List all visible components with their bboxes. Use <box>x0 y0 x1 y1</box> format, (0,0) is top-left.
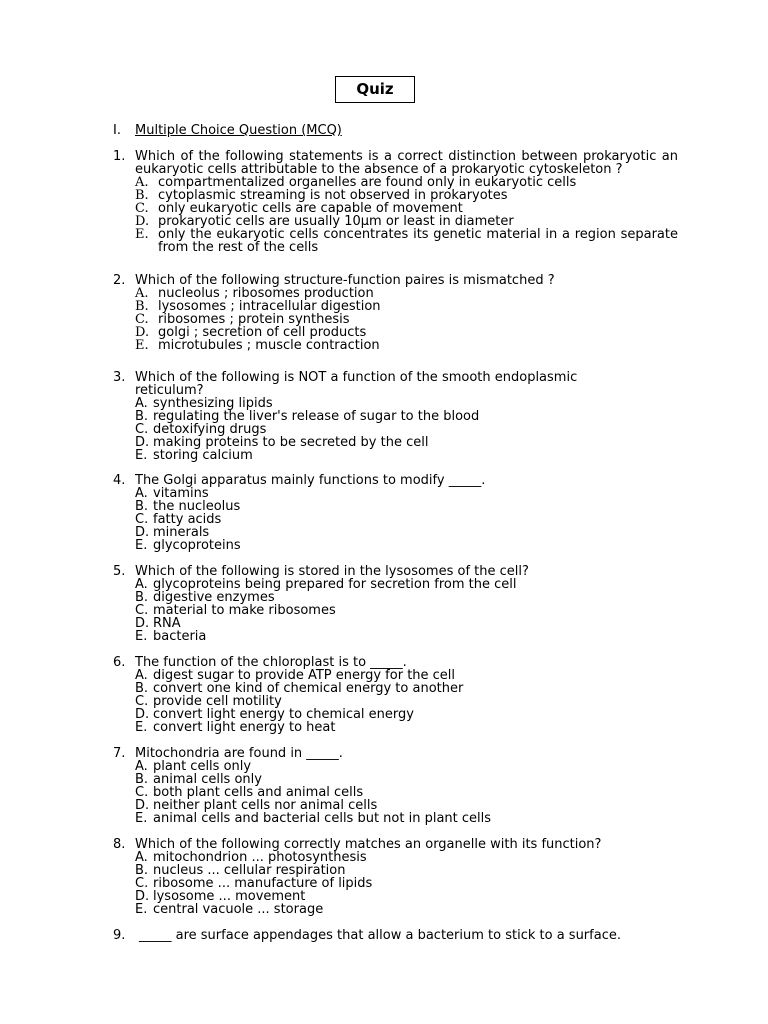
option-letter: B. <box>135 409 149 424</box>
option-letter: D. <box>135 325 150 340</box>
answer-options <box>135 287 678 352</box>
option-letter: E. <box>135 227 149 242</box>
option-letter: C. <box>135 603 149 618</box>
option-text: nucleus ... cellular respiration <box>153 863 346 878</box>
option-letter: A. <box>135 396 148 411</box>
question-number: 4. <box>113 473 126 488</box>
option-letter: E. <box>135 448 148 463</box>
quiz-title: Quiz <box>335 76 415 103</box>
question-number: 3. <box>113 370 126 385</box>
section-title: Multiple Choice Question (MCQ) <box>135 123 342 138</box>
option-text: microtubules ; muscle contraction <box>158 338 380 353</box>
option-text: ribosomes ; protein synthesis <box>158 312 350 327</box>
option-text: fatty acids <box>153 512 222 527</box>
option-letter: B. <box>135 299 149 314</box>
option-text: regulating the liver's release of sugar to the blood <box>153 409 480 424</box>
option-text: only eukaryotic cells are capable of movement <box>158 201 463 216</box>
option-letter: C. <box>135 201 149 216</box>
option-text: only the eukaryotic cells concentrates its genetic material in a region separate from the rest of the cells <box>158 227 678 255</box>
question-text: The Golgi apparatus mainly functions to modify _____. <box>135 473 486 488</box>
question-6 <box>113 656 678 734</box>
option-letter: A. <box>135 486 148 501</box>
question-text: Which of the following is stored in the lysosomes of the cell? <box>135 564 529 579</box>
question-text: Which of the following structure-function paires is mismatched ? <box>135 273 555 288</box>
option-text: central vacuole ... storage <box>153 902 324 917</box>
option-text: material to make ribosomes <box>153 603 336 618</box>
option-text: lysosomes ; intracellular digestion <box>158 299 381 314</box>
option-text: the nucleolus <box>153 499 241 514</box>
option-letter: B. <box>135 188 149 203</box>
option-text: ribosome ... manufacture of lipids <box>153 876 373 891</box>
question-number: 5. <box>113 564 126 579</box>
option-text: convert light energy to chemical energy <box>153 707 414 722</box>
option-letter: D. <box>135 214 150 229</box>
option-letter: B. <box>135 499 149 514</box>
option-letter: A. <box>135 577 148 592</box>
option-text: prokaryotic cells are usually 10μm or least in diameter <box>158 214 514 229</box>
option-text: mitochondrion ... photosynthesis <box>153 850 367 865</box>
question-9 <box>113 929 678 942</box>
answer-options <box>135 851 678 916</box>
question-1 <box>113 150 678 254</box>
answer-option-e[interactable] <box>135 721 678 734</box>
option-text: RNA <box>153 616 181 631</box>
option-text: both plant cells and animal cells <box>153 785 364 800</box>
question-4 <box>113 474 678 552</box>
option-letter: A. <box>135 668 148 683</box>
option-text: glycoproteins being prepared for secretion from the cell <box>153 577 517 592</box>
option-text: vitamins <box>153 486 209 501</box>
option-text: compartmentalized organelles are found only in eukaryotic cells <box>158 175 577 190</box>
section-heading <box>113 124 342 137</box>
answer-options <box>135 669 678 734</box>
question-number: 9. <box>113 928 126 943</box>
section-number: I. <box>113 123 121 138</box>
option-letter: E. <box>135 538 148 553</box>
question-number: 1. <box>113 149 126 164</box>
option-letter: D. <box>135 525 150 540</box>
question-text: Which of the following correctly matches an organelle with its function? <box>135 837 602 852</box>
option-text: lysosome ... movement <box>153 889 306 904</box>
option-text: neither plant cells nor animal cells <box>153 798 378 813</box>
option-text: convert one kind of chemical energy to another <box>153 681 464 696</box>
option-letter: E. <box>135 338 149 353</box>
answer-option-c[interactable] <box>135 604 678 617</box>
option-text: animal cells and bacterial cells but not in plant cells <box>153 811 492 826</box>
option-text: glycoproteins <box>153 538 241 553</box>
question-2 <box>113 274 678 352</box>
option-text: synthesizing lipids <box>153 396 273 411</box>
option-letter: D. <box>135 707 150 722</box>
question-number: 7. <box>113 746 126 761</box>
option-letter: C. <box>135 876 149 891</box>
option-text: minerals <box>153 525 210 540</box>
option-letter: A. <box>135 175 149 190</box>
question-3 <box>113 371 613 462</box>
answer-option-e[interactable] <box>135 539 678 552</box>
option-text: detoxifying drugs <box>153 422 267 437</box>
question-text: _____ are surface appendages that allow a bacterium to stick to a surface. <box>139 928 621 943</box>
option-letter: B. <box>135 863 149 878</box>
option-text: animal cells only <box>153 772 262 787</box>
option-text: nucleolus ; ribosomes production <box>158 286 374 301</box>
option-letter: A. <box>135 759 148 774</box>
option-letter: A. <box>135 286 149 301</box>
answer-option-e[interactable] <box>135 228 678 254</box>
answer-option-c[interactable] <box>135 513 678 526</box>
answer-option-e[interactable] <box>135 339 678 352</box>
option-letter: D. <box>135 889 150 904</box>
option-letter: C. <box>135 785 149 800</box>
option-text: bacteria <box>153 629 207 644</box>
option-text: golgi ; secretion of cell products <box>158 325 367 340</box>
answer-option-e[interactable] <box>135 812 678 825</box>
option-letter: C. <box>135 422 149 437</box>
option-letter: B. <box>135 772 149 787</box>
option-text: digest sugar to provide ATP energy for the cell <box>153 668 456 683</box>
answer-option-e[interactable] <box>135 449 613 462</box>
option-text: making proteins to be secreted by the cell <box>153 435 429 450</box>
answer-option-e[interactable] <box>135 630 678 643</box>
question-5 <box>113 565 678 643</box>
option-letter: B. <box>135 590 149 605</box>
answer-options <box>135 397 613 462</box>
answer-option-e[interactable] <box>135 903 678 916</box>
question-text: Which of the following is NOT a function of the smooth endoplasmic reticulum? <box>135 370 578 398</box>
option-letter: E. <box>135 720 148 735</box>
option-letter: C. <box>135 694 149 709</box>
option-letter: D. <box>135 798 150 813</box>
question-8 <box>113 838 678 916</box>
question-text: The function of the chloroplast is to _____. <box>135 655 407 670</box>
question-7 <box>113 747 678 825</box>
option-letter: B. <box>135 681 149 696</box>
option-letter: E. <box>135 629 148 644</box>
option-letter: C. <box>135 512 149 527</box>
option-letter: C. <box>135 312 149 327</box>
answer-options <box>135 760 678 825</box>
answer-options <box>135 578 678 643</box>
answer-options <box>135 487 678 552</box>
question-number: 6. <box>113 655 126 670</box>
answer-options <box>135 176 678 254</box>
question-number: 8. <box>113 837 126 852</box>
option-letter: E. <box>135 902 148 917</box>
option-text: storing calcium <box>153 448 253 463</box>
option-letter: D. <box>135 616 150 631</box>
question-text: Which of the following statements is a correct distinction between prokaryotic an eukaryotic cells attributable to the absence of a prokaryotic cytoskeleton ? <box>135 149 678 177</box>
option-letter: A. <box>135 850 148 865</box>
answer-option-d[interactable] <box>135 617 678 630</box>
option-text: provide cell motility <box>153 694 282 709</box>
option-text: plant cells only <box>153 759 252 774</box>
option-text: digestive enzymes <box>153 590 275 605</box>
option-letter: D. <box>135 435 150 450</box>
question-text: Mitochondria are found in _____. <box>135 746 343 761</box>
option-text: cytoplasmic streaming is not observed in prokaryotes <box>158 188 508 203</box>
option-text: convert light energy to heat <box>153 720 336 735</box>
question-number: 2. <box>113 273 126 288</box>
option-letter: E. <box>135 811 148 826</box>
